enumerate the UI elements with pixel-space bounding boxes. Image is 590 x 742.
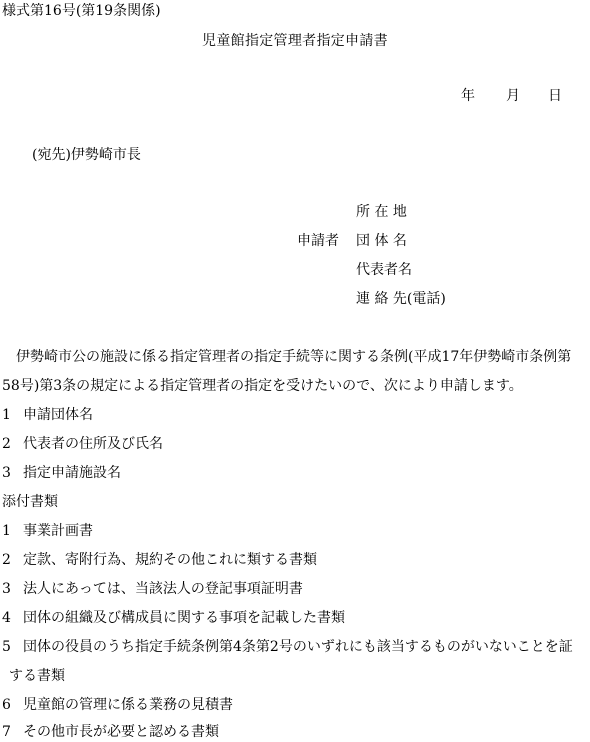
- item-text-representative: 代表者の住所及び氏名: [23, 436, 163, 452]
- attachment-text: 法人にあっては、当該法人の登記事項証明書: [23, 581, 303, 597]
- address-field-label: 所 在 地: [356, 204, 407, 220]
- attachment-number: 7: [2, 724, 11, 740]
- attachment-number: 5: [2, 639, 11, 655]
- attachment-number: 3: [2, 581, 11, 597]
- item-text-facility: 指定申請施設名: [23, 465, 121, 481]
- date-day-label: 日: [548, 88, 562, 104]
- item-text-applicant-group: 申請団体名: [23, 407, 93, 423]
- attachments-heading: 添付書類: [2, 494, 58, 510]
- attachment-text: その他市長が必要と認める書類: [23, 724, 219, 740]
- attachment-number: 1: [2, 523, 11, 539]
- attachment-text: 児童館の管理に係る業務の見積書: [23, 697, 233, 713]
- attachment-number: 6: [2, 697, 11, 713]
- attachment-text: 団体の組織及び構成員に関する事項を記載した書類: [23, 610, 345, 626]
- form-number: 様式第16号(第19条関係): [2, 3, 161, 19]
- body-text-line-2: 58号)第3条の規定による指定管理者の指定を受けたいので、次により申請します。: [2, 378, 523, 394]
- body-text-line-1: 伊勢崎市公の施設に係る指定管理者の指定手続等に関する条例(平成17年伊勢崎市条例第: [16, 349, 572, 365]
- group-name-field-label: 団 体 名: [356, 233, 407, 249]
- representative-field-label: 代表者名: [356, 262, 412, 278]
- attachment-number: 4: [2, 610, 11, 626]
- attachment-text: 団体の役員のうち指定手続条例第4条第2号のいずれにも該当するものがいないことを証: [23, 639, 573, 655]
- addressee: (宛先)伊勢崎市長: [32, 147, 141, 163]
- attachment-number: 2: [2, 552, 11, 568]
- item-number: 1: [2, 407, 11, 423]
- item-number: 2: [2, 436, 11, 452]
- attachment-text-continuation: する書類: [9, 668, 65, 684]
- item-number: 3: [2, 465, 11, 481]
- date-year-label: 年: [461, 88, 475, 104]
- document-title: 児童館指定管理者指定申請書: [202, 33, 388, 49]
- date-month-label: 月: [506, 88, 520, 104]
- attachment-text: 定款、寄附行為、規約その他これに類する書類: [23, 552, 317, 568]
- attachment-text: 事業計画書: [23, 523, 93, 539]
- contact-field-label: 連 絡 先(電話): [356, 291, 446, 307]
- applicant-label: 申請者: [297, 233, 339, 249]
